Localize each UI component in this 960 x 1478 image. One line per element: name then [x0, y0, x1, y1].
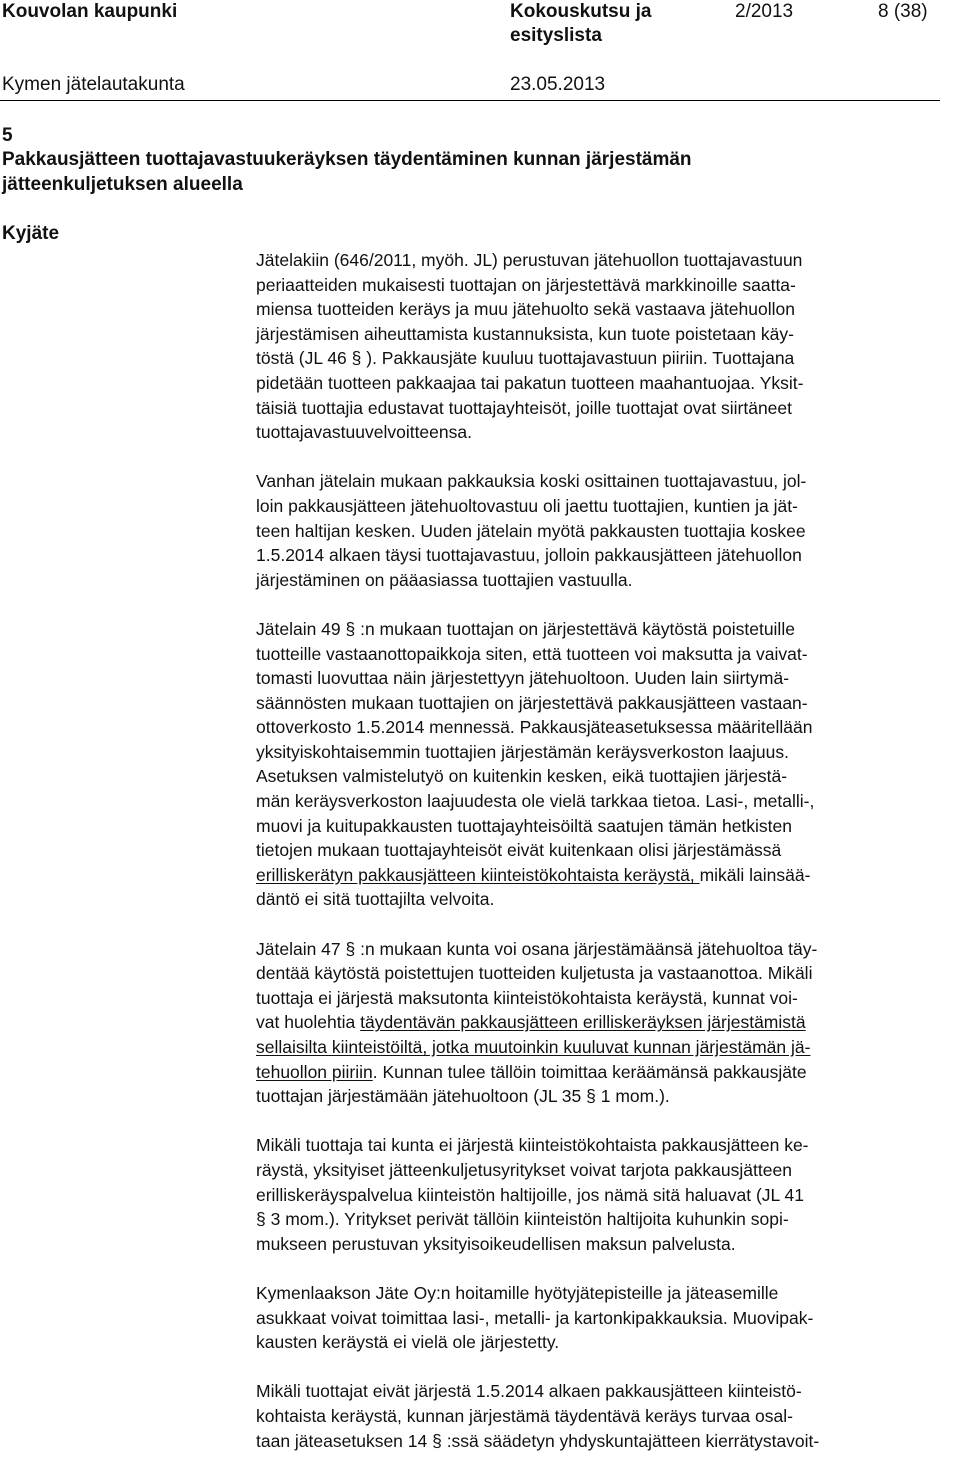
header-divider — [0, 100, 940, 101]
text-run: Asetuksen valmistelutyö on kuitenkin kesken, eikä tuottajien järjestä- — [256, 766, 788, 787]
paragraph-line — [256, 764, 946, 789]
text-run: järjestämisen aiheuttamista kustannuksista, kun tuote poistetaan käy- — [256, 323, 794, 344]
text-run: tuottaja ei järjestä maksutonta kiinteistökohtaista keräystä, kunnat voi- — [256, 987, 798, 1008]
paragraph-line — [256, 1330, 946, 1355]
text-run: tuottajan järjestämään jätehuoltoon (JL 35 § 1 mom.). — [256, 1086, 670, 1107]
text-run: mikäli lainsää- — [699, 864, 811, 885]
text-run: loin pakkausjätteen jätehuoltovastuu oli jaettu tuottajien, kuntien ja jät- — [256, 495, 798, 516]
text-run: räystä, yksityiset jätteenkuljetusyritykset voivat tarjota pakkausjätteen — [256, 1159, 792, 1180]
section-title-line: Pakkausjätteen tuottajavastuukeräyksen täydentäminen kunnan järjestämän — [2, 149, 692, 170]
paragraph-line — [256, 1429, 946, 1454]
text-run: teen haltijan kesken. Uuden jätelain myötä pakkausten tuottajia koskee — [256, 520, 806, 541]
paragraph-line — [256, 519, 946, 544]
paragraph-line — [256, 371, 946, 396]
document-type-line2: esityslista — [510, 25, 602, 46]
text-run: 1.5.2014 alkaen täysi tuottajavastuu, jolloin pakkausjätteen jätehuollon — [256, 545, 802, 566]
paragraph — [256, 1379, 946, 1453]
text-run: tietojen mukaan tuottajayhteisöt eivät kuitenkaan olisi järjestämässä — [256, 840, 782, 861]
document-type-line1: Kokouskutsu ja — [510, 1, 652, 22]
text-run: töstä (JL 46 § ). Pakkausjäte kuuluu tuottajavastuun piiriin. Tuottajana — [256, 348, 795, 369]
page-number: 8 (38) — [878, 1, 928, 22]
section-title-line: jätteenkuljetuksen alueella — [2, 173, 243, 195]
paragraph-line — [256, 961, 946, 986]
paragraph-line — [256, 986, 946, 1011]
paragraph-line — [256, 666, 946, 691]
paragraph-line — [256, 543, 946, 568]
paragraph-line — [256, 469, 946, 494]
text-run: järjestäminen on pääasiassa tuottajien vastuulla. — [256, 569, 633, 590]
paragraph-line — [256, 863, 946, 888]
paragraph-line — [256, 1060, 946, 1085]
text-run: kausten keräystä ei vielä ole järjestetty. — [256, 1332, 560, 1353]
paragraph-line — [256, 1232, 946, 1257]
paragraph — [256, 937, 946, 1109]
paragraph-line — [256, 494, 946, 519]
text-run: asukkaat voivat toimittaa lasi-, metalli- ja kartonkipakkauksia. Muovipak- — [256, 1307, 814, 1328]
paragraph-line — [256, 1084, 946, 1109]
committee-name: Kymen jätelautakunta — [2, 74, 185, 95]
paragraph-line — [256, 617, 946, 642]
paragraph-line — [256, 715, 946, 740]
paragraph-line — [256, 691, 946, 716]
underlined-text: erilliskerätyn pakkausjätteen kiinteistökohtaista keräystä, — [256, 864, 700, 885]
paragraph-line — [256, 1404, 946, 1429]
text-run: Jätelakiin (646/2011, myöh. JL) perustuvan jätehuollon tuottajavastuun — [256, 250, 803, 270]
paragraph-line — [256, 273, 946, 298]
text-run: Mikäli tuottajat eivät järjestä 1.5.2014 alkaen pakkausjätteen kiinteistö- — [256, 1381, 802, 1402]
paragraph-line — [256, 1010, 946, 1035]
paragraph — [256, 1133, 946, 1256]
meeting-date: 23.05.2013 — [510, 74, 606, 95]
paragraph-line — [256, 642, 946, 667]
text-run: däntö ei sitä tuottajilta velvoita. — [256, 889, 495, 910]
body-text — [256, 248, 946, 1478]
paragraph-line — [256, 346, 946, 371]
paragraph-line — [256, 789, 946, 814]
underlined-text: täydentävän pakkausjätteen erilliskeräyksen järjestämistä — [360, 1012, 806, 1033]
document-number: 2/2013 — [735, 1, 794, 22]
text-run: taan jäteasetuksen 14 § :ssä säädetyn yhdyskuntajätteen kierrätystavoit- — [256, 1430, 820, 1451]
section-title — [2, 148, 822, 197]
text-run: Jätelain 47 § :n mukaan kunta voi osana järjestämäänsä jätehuoltoa täy- — [256, 938, 818, 959]
paragraph-line — [256, 937, 946, 962]
paragraph-line — [256, 568, 946, 593]
paragraph-line — [256, 248, 946, 273]
text-run: kohtaista keräystä, kunnan järjestämä täydentävä keräys turvaa osal- — [256, 1405, 793, 1426]
paragraph-line — [256, 1207, 946, 1232]
text-run: ottoverkosto 1.5.2014 mennessä. Pakkausjäteasetuksessa määritellään — [256, 717, 813, 738]
paragraph-line — [256, 297, 946, 322]
paragraph-line — [256, 1133, 946, 1158]
paragraph-line — [256, 1379, 946, 1404]
paragraph — [256, 469, 946, 592]
text-run: periaatteiden mukaisesti tuottajan on järjestettävä markkinoille saatta- — [256, 274, 796, 295]
text-run: dentää käytöstä poistettujen tuotteiden kuljetusta ja vastaanottoa. Mikäli — [256, 963, 813, 984]
text-run: säännösten mukaan tuottajien on järjestettävä pakkausjätteen vastaan- — [256, 692, 808, 713]
text-run: tuottajavastuuvelvoitteensa. — [256, 422, 472, 443]
text-run: täisiä tuottajia edustavat tuottajayhteisöt, joille tuottajat ovat siirtäneet — [256, 397, 793, 418]
text-run: Mikäli tuottaja tai kunta ei järjestä kiinteistökohtaista pakkausjätteen ke- — [256, 1135, 809, 1156]
text-run: Kymenlaakson Jäte Oy:n hoitamille hyötyjätepisteille ja jäteasemille — [256, 1282, 779, 1303]
paragraph — [256, 248, 946, 445]
text-run: . Kunnan tulee tällöin toimittaa keräämänsä pakkausjäte — [372, 1061, 807, 1082]
paragraph-line — [256, 838, 946, 863]
paragraph-line — [256, 1306, 946, 1331]
text-run: § 3 mom.). Yritykset perivät tällöin kiinteistön haltijoita kuhunkin sopi- — [256, 1209, 789, 1230]
underlined-text: tehuollon piiriin — [256, 1061, 373, 1082]
text-run: män keräysverkoston laajuudesta ole vielä tarkkaa tietoa. Lasi-, metalli-, — [256, 791, 815, 812]
paragraph-line — [256, 1281, 946, 1306]
text-run: yksityiskohtaisemmin tuottajien järjestämän keräysverkoston laajuus. — [256, 741, 790, 762]
paragraph-line — [256, 887, 946, 912]
paragraph-line — [256, 420, 946, 445]
paragraph-line — [256, 322, 946, 347]
text-run: Vanhan jätelain mukaan pakkauksia koski osittainen tuottajavastuu, jol- — [256, 471, 807, 492]
section-number: 5 — [2, 125, 13, 146]
paragraph-line — [256, 1035, 946, 1060]
paragraph-line — [256, 814, 946, 839]
text-run: tuotteille vastaanottopaikkoja siten, että tuotteen voi maksutta ja vaivat- — [256, 643, 808, 664]
subheading: Kyjäte — [2, 223, 60, 244]
paragraph-line — [256, 396, 946, 421]
underlined-text: sellaisilta kiinteistöiltä, jotka muutoinkin kuuluvat kunnan järjestämän jä- — [256, 1037, 811, 1057]
paragraph-line — [256, 740, 946, 765]
organization-name: Kouvolan kaupunki — [2, 1, 178, 22]
paragraph — [256, 1281, 946, 1355]
paragraph — [256, 617, 946, 912]
text-run: pidetään tuotteen pakkaajaa tai pakatun tuotteen maahantuojaa. Yksit- — [256, 372, 804, 393]
text-run: mukseen perustuvan yksityisoikeudellisen maksun palvelusta. — [256, 1233, 736, 1254]
paragraph-line — [256, 1183, 946, 1208]
text-run: Jätelain 49 § :n mukaan tuottajan on järjestettävä käytöstä poistetuille — [256, 618, 795, 639]
text-run: miensa tuotteiden keräys ja muu jätehuolto sekä vastaava jätehuollon — [256, 299, 795, 320]
paragraph-line — [256, 1158, 946, 1183]
text-run: vat huolehtia — [256, 1012, 361, 1033]
text-run: muovi ja kuitupakkausten tuottajayhteisöiltä saatujen tämän hetkisten — [256, 815, 793, 836]
text-run: tomasti luovuttaa näin järjestettyyn jätehuoltoon. Uuden lain siirtymä- — [256, 668, 790, 689]
text-run: erilliskeräyspalvelua kiinteistön haltijoille, jos nämä sitä haluavat (JL 41 — [256, 1184, 804, 1205]
